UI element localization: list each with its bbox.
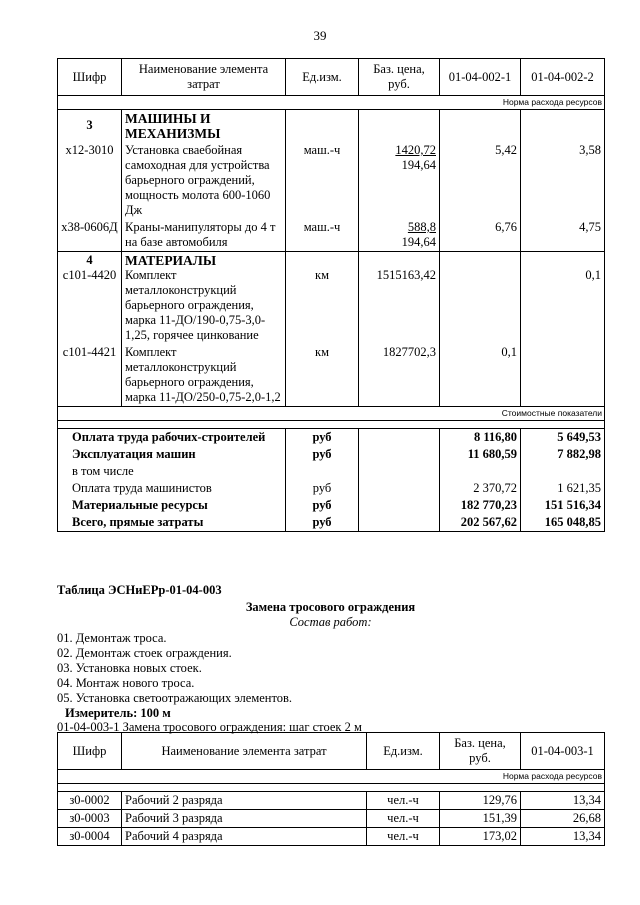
list-item: 02. Демонтаж стоек ограждения. bbox=[57, 646, 232, 660]
cost-indicators-row bbox=[58, 407, 605, 421]
row-code: с101-4420 bbox=[62, 268, 117, 282]
total-unit: руб bbox=[286, 429, 359, 447]
total-value-1: 182 770,23 bbox=[440, 497, 521, 514]
row-price: 1827702,3 bbox=[359, 344, 440, 407]
col-header-unit: Ед.изм. bbox=[367, 733, 440, 770]
row-price: 1515163,42 bbox=[359, 252, 440, 345]
total-row bbox=[58, 446, 605, 463]
row-name: Краны-манипуляторы до 4 т на базе автомобиля bbox=[122, 219, 286, 252]
row-code: с101-4421 bbox=[58, 344, 122, 407]
row-unit: км bbox=[286, 344, 359, 407]
row-unit: маш.-ч bbox=[286, 142, 359, 219]
total-value-2: 7 882,98 bbox=[521, 446, 605, 463]
total-unit: руб bbox=[286, 446, 359, 463]
total-value-2: 151 516,34 bbox=[521, 497, 605, 514]
col-header-price: Баз. цена, руб. bbox=[440, 733, 521, 770]
col-header-code: Шифр bbox=[58, 59, 122, 96]
list-item: 05. Установка светоотражающих элементов. bbox=[57, 691, 293, 705]
total-unit: руб bbox=[286, 514, 359, 532]
table-row bbox=[58, 792, 605, 810]
row-price: 129,76 bbox=[440, 792, 521, 810]
total-row bbox=[58, 463, 605, 480]
total-name: Эксплуатация машин bbox=[58, 446, 286, 463]
row-code: з0-0003 bbox=[58, 810, 122, 828]
price-secondary: 194,64 bbox=[401, 158, 436, 172]
work-subtitle: Состав работ: bbox=[289, 615, 372, 629]
price-value: 1420,72 bbox=[395, 143, 436, 157]
table-row bbox=[58, 828, 605, 846]
row-value-1: 0,1 bbox=[440, 344, 521, 407]
row-price: 173,02 bbox=[440, 828, 521, 846]
norma-label: Норма расхода ресурсов bbox=[58, 96, 605, 110]
col-header-name: Наименование элемента затрат bbox=[122, 59, 286, 96]
section-number: 4 с101-4420 bbox=[58, 252, 122, 345]
total-unit: руб bbox=[286, 480, 359, 497]
table-row bbox=[58, 142, 605, 219]
row-price bbox=[359, 142, 440, 219]
total-value-2: 5 649,53 bbox=[521, 429, 605, 447]
row-name: МАТЕРИАЛЫ Комплект металлоконструкций барьерного ограждения, марка 11-ДО/190-0,75-3,0-1,25, горячее цинкование bbox=[122, 252, 286, 345]
row-code: х12-3010 bbox=[58, 142, 122, 219]
col-header-norm-1: 01-04-002-1 bbox=[440, 59, 521, 96]
row-value-1: 6,76 bbox=[440, 219, 521, 252]
row-value-1: 5,42 bbox=[440, 142, 521, 219]
section-heading-row bbox=[58, 252, 605, 345]
total-name: в том числе bbox=[58, 463, 286, 480]
total-name: Материальные ресурсы bbox=[58, 497, 286, 514]
table-title: Таблица ЭСНиЕРр-01-04-003 bbox=[57, 583, 222, 597]
row-value-1: 13,34 bbox=[521, 828, 605, 846]
meter-label: Измеритель: 100 м bbox=[65, 706, 171, 720]
total-name: Оплата труда машинистов bbox=[58, 480, 286, 497]
row-code: з0-0002 bbox=[58, 792, 122, 810]
col-header-code: Шифр bbox=[58, 733, 122, 770]
total-value-1: 202 567,62 bbox=[440, 514, 521, 532]
row-value-2: 0,1 bbox=[521, 252, 605, 345]
list-item: 01. Демонтаж троса. bbox=[57, 631, 167, 645]
total-value-2: 1 621,35 bbox=[521, 480, 605, 497]
row-name: Рабочий 2 разряда bbox=[122, 792, 367, 810]
row-value-2: 3,58 bbox=[521, 142, 605, 219]
total-value-1: 2 370,72 bbox=[440, 480, 521, 497]
total-row bbox=[58, 497, 605, 514]
col-header-price: Баз. цена, руб. bbox=[359, 59, 440, 96]
table-header-row bbox=[58, 733, 605, 770]
row-code: х38-0606Д bbox=[58, 219, 122, 252]
row-value-1: 13,34 bbox=[521, 792, 605, 810]
total-unit: руб bbox=[286, 497, 359, 514]
row-value-2 bbox=[521, 344, 605, 407]
price-value: 588,8 bbox=[407, 220, 436, 234]
row-unit: чел.-ч bbox=[367, 810, 440, 828]
col-header-norm-2: 01-04-002-2 bbox=[521, 59, 605, 96]
col-header-norm-1: 01-04-003-1 bbox=[521, 733, 605, 770]
row-name: Рабочий 4 разряда bbox=[122, 828, 367, 846]
cost-indicators-label: Стоимостные показатели bbox=[58, 407, 605, 421]
work-title: Замена тросового ограждения bbox=[245, 600, 416, 614]
row-price bbox=[359, 219, 440, 252]
total-name: Оплата труда рабочих-строителей bbox=[58, 429, 286, 447]
norma-row bbox=[58, 96, 605, 110]
row-value-2: 4,75 bbox=[521, 219, 605, 252]
table-row bbox=[58, 219, 605, 252]
resource-table-01-04-003 bbox=[57, 732, 605, 846]
page-number: 39 bbox=[313, 28, 327, 43]
row-name: Установка сваебойная самоходная для устройства барьерного ограждений, мощность молота 600-1060 Дж bbox=[122, 142, 286, 219]
section-title: МАТЕРИАЛЫ bbox=[125, 253, 217, 268]
norm-line: 01-04-003-1 Замена тросового ограждения: шаг стоек 2 м bbox=[57, 720, 362, 734]
section-title: МАШИНЫ И МЕХАНИЗМЫ bbox=[122, 110, 286, 143]
total-name: Всего, прямые затраты bbox=[58, 514, 286, 532]
list-item: 04. Монтаж нового троса. bbox=[57, 676, 195, 690]
row-value-1: 26,68 bbox=[521, 810, 605, 828]
row-unit: км bbox=[286, 252, 359, 345]
resource-table-01-04-002 bbox=[57, 58, 605, 532]
work-items-list bbox=[57, 631, 604, 706]
col-header-unit: Ед.изм. bbox=[286, 59, 359, 96]
row-unit: маш.-ч bbox=[286, 219, 359, 252]
row-unit: чел.-ч bbox=[367, 828, 440, 846]
row-code: з0-0004 bbox=[58, 828, 122, 846]
table-row bbox=[58, 344, 605, 407]
norma-label: Норма расхода ресурсов bbox=[58, 770, 605, 784]
total-row bbox=[58, 429, 605, 447]
col-header-name: Наименование элемента затрат bbox=[122, 733, 367, 770]
section-heading-row bbox=[58, 110, 605, 143]
table-row bbox=[58, 810, 605, 828]
total-row bbox=[58, 514, 605, 532]
total-row bbox=[58, 480, 605, 497]
row-name: Рабочий 3 разряда bbox=[122, 810, 367, 828]
row-price: 151,39 bbox=[440, 810, 521, 828]
section-number: 3 bbox=[58, 110, 122, 143]
total-value-2: 165 048,85 bbox=[521, 514, 605, 532]
row-unit: чел.-ч bbox=[367, 792, 440, 810]
total-value-1: 8 116,80 bbox=[440, 429, 521, 447]
norma-row bbox=[58, 770, 605, 784]
price-secondary: 194,64 bbox=[401, 235, 436, 249]
row-name: Комплект металлоконструкций барьерного ограждения, марка 11-ДО/250-0,75-2,0-1,2 bbox=[122, 344, 286, 407]
list-item: 03. Установка новых стоек. bbox=[57, 661, 202, 675]
table-header-row bbox=[58, 59, 605, 96]
total-value-1: 11 680,59 bbox=[440, 446, 521, 463]
row-value-1 bbox=[440, 252, 521, 345]
